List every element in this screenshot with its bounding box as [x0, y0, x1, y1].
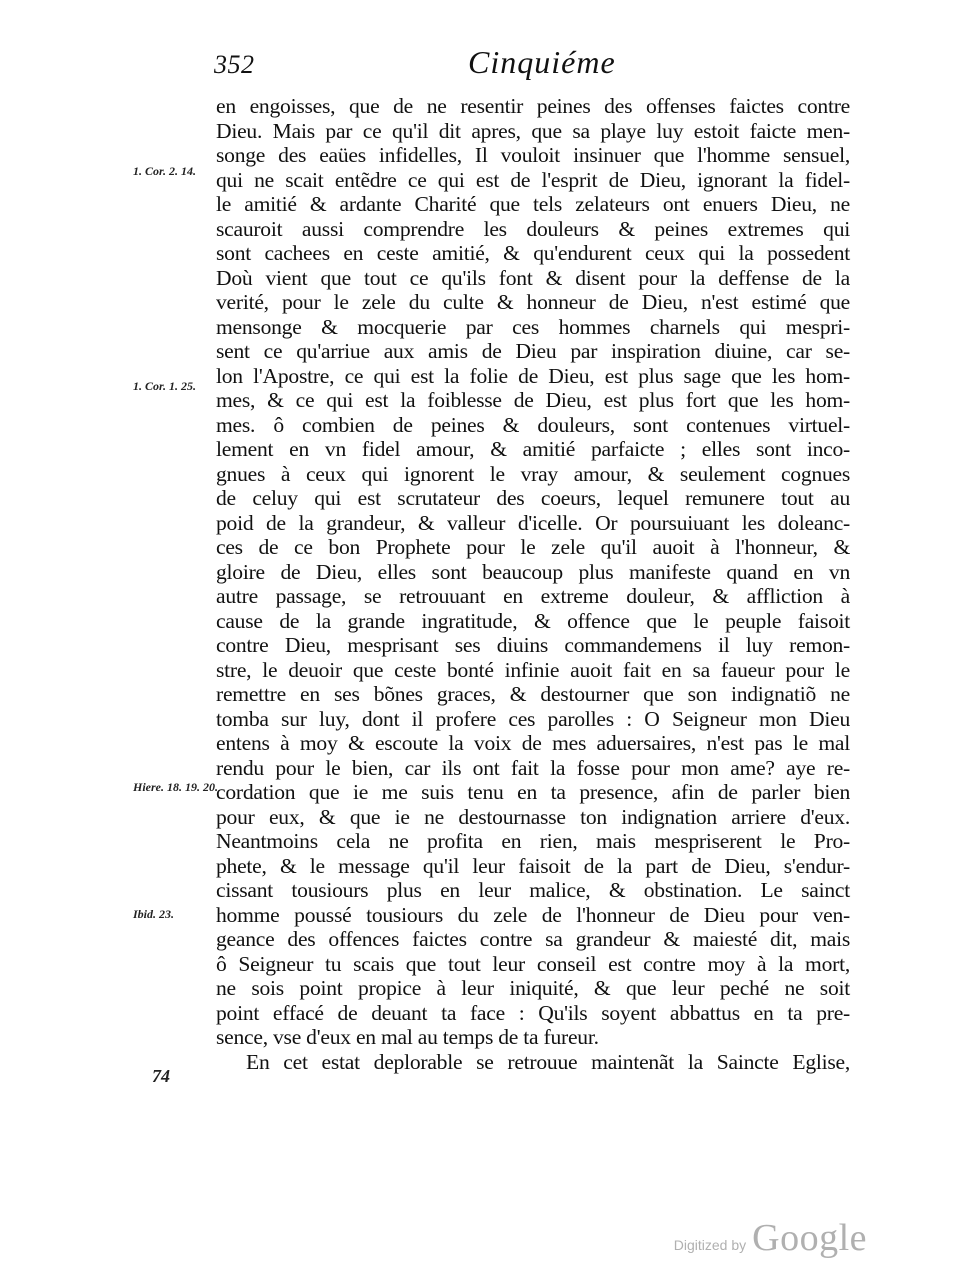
- text-line: lement en vn fidel amour, & amitié parfaicte ; elles sont inco-: [216, 437, 850, 461]
- text-line: tomba sur luy, dont il profere ces parolles : O Seigneur mon Dieu: [216, 706, 850, 731]
- text-line: homme poussé tousiours du zele de l'honneur de Dieu pour ven-: [216, 902, 850, 927]
- text-line: En cet estat deplorable se retrouue maintenãt la Saincte Eglise,: [246, 1049, 850, 1074]
- text-line: contre Dieu, mesprisant ses diuins commandemens il luy remon-: [216, 633, 850, 657]
- text-line: lon l'Apostre, ce qui est la folie de Dieu, est plus sage que les hom-: [216, 363, 850, 388]
- text-line: geance des offences faictes contre sa grandeur & maiesté dit, mais: [216, 927, 850, 951]
- text-line: ces de ce bon Prophete pour le zele qu'il auoit à l'honneur, &: [216, 535, 850, 559]
- text-line: verité, pour le zele du culte & honneur de Dieu, n'est estimé que: [216, 290, 850, 314]
- text-line: gnues à ceux qui ignorent le vray amour, & seulement cognues: [216, 461, 850, 486]
- text-line: phete, & le message qu'il leur faisoit de la part de Dieu, s'endur-: [216, 853, 850, 878]
- google-logo: Google: [752, 1217, 867, 1259]
- text-line: mes, & ce qui est la foiblesse de Dieu, est plus fort que les hom-: [216, 388, 850, 412]
- text-line: autre passage, se retrouuant en extreme douleur, & affliction à: [216, 584, 850, 608]
- body-text: [216, 94, 850, 1074]
- margin-note: 1. Cor. 2. 14.: [133, 164, 197, 178]
- text-line: songe des eaües infidelles, Il vouloit insinuer que l'homme sensuel,: [216, 143, 850, 167]
- text-line: ô Seigneur tu scais que tout leur conseil est contre moy à la mort,: [216, 951, 850, 976]
- text-line: ne sois point propice à leur iniquité, & que leur peché ne soit: [216, 976, 850, 1000]
- text-line: mes. ô combien de peines & douleurs, sont contenues virtuel-: [216, 412, 850, 437]
- margin-note: 1. Cor. 1. 25.: [133, 379, 197, 393]
- text-line: sence, vse d'eux en mal au temps de ta fureur.: [216, 1025, 599, 1049]
- digitized-by-watermark: [674, 1216, 867, 1260]
- text-line: entens à moy & escoute la voix de mes aduersaires, n'est pas le mal: [216, 731, 850, 755]
- text-line: poid de la grandeur, & valleur d'icelle. Or poursuiuant les doleanc-: [216, 510, 850, 535]
- text-line: pour eux, & que ie ne destournasse ton indignation arriere d'eux.: [216, 804, 850, 829]
- text-line: de celuy qui est scrutateur des coeurs, lequel remunere tout au: [216, 486, 850, 510]
- text-line: Doù vient que tout ce qu'ils font & disent pour la deffense de la: [216, 265, 850, 290]
- margin-note: Hiere. 18. 19. 20.: [133, 780, 218, 794]
- text-line: gloire de Dieu, elles sont beaucoup plus manifeste quand en vn: [216, 559, 850, 584]
- running-title: Cinquiéme: [468, 44, 616, 80]
- text-line: cordation que ie me suis tenu en ta presence, afin de parler bien: [216, 780, 850, 804]
- text-line: point effacé de deuant ta face : Qu'ils soyent abbattus en ta pre-: [216, 1000, 850, 1025]
- text-line: cause de la grande ingratitude, & offence que le peuple faisoit: [216, 608, 850, 633]
- margin-note: Ibid. 23.: [133, 907, 175, 921]
- text-line: le amitié & ardante Charité que tels zelateurs ont enuers Dieu, ne: [216, 192, 850, 216]
- text-line: scauroit aussi comprendre les douleurs & peines extremes qui: [216, 216, 850, 241]
- text-line: qui ne scait entẽdre ce qui est de l'esprit de Dieu, ignorant la fidel-: [216, 167, 850, 192]
- text-line: cissant tousiours plus en leur malice, & obstination. Le sainct: [216, 878, 850, 902]
- page-number: 352: [214, 50, 255, 79]
- text-line: Neantmoins cela ne profita en rien, mais mespriserent le Pro-: [216, 829, 850, 853]
- text-line: sont cachees en ceste amitié, & qu'endurent ceux qui la possedent: [216, 241, 850, 265]
- text-line: Dieu. Mais par ce qu'il dit apres, que sa playe luy estoit faicte men-: [216, 118, 850, 143]
- text-line: sent ce qu'arriue aux amis de Dieu par inspiration diuine, car se-: [216, 339, 850, 363]
- watermark-prefix: Digitized by: [673, 1237, 747, 1253]
- margin-note: 74: [152, 1066, 170, 1086]
- text-line: rendu pour le bien, car ils ont fait la fosse pour mon ame? aye re-: [216, 755, 850, 780]
- text-line: stre, le deuoir que ceste bonté infinie auoit fait en sa faueur pour le: [216, 657, 850, 682]
- text-line: en engoisses, que de ne resentir peines des offenses faictes contre: [216, 94, 850, 118]
- text-line: mensonge & mocquerie par ces hommes charnels qui mespri-: [216, 314, 850, 339]
- text-line: remettre en ses bõnes graces, & destourner que son indignatiõ ne: [216, 682, 850, 706]
